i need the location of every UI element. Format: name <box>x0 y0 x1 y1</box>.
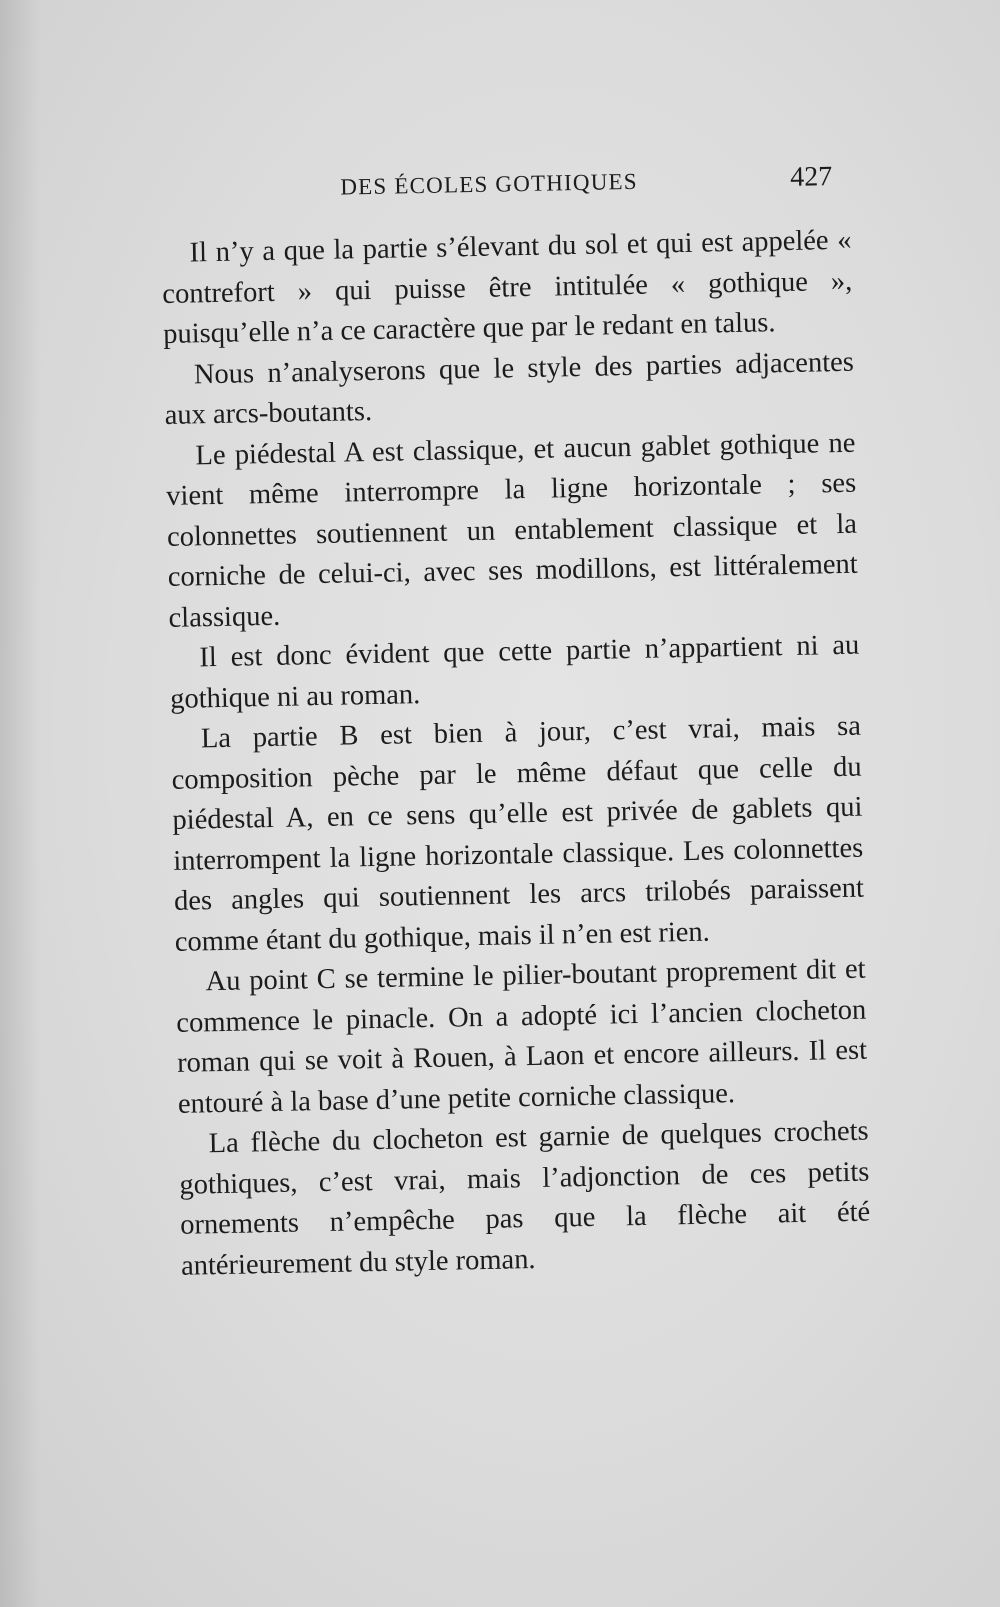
paragraph: Il est donc évident que cette partie n’appartient ni au gothique ni au roman. <box>169 629 860 715</box>
running-head <box>160 157 851 220</box>
page-edge-shadow <box>0 0 40 1607</box>
page-number: 427 <box>789 161 833 193</box>
paragraph: Au point C se termine le pilier-boutant proprement dit et commence le pinacle. On a adopté ici l’ancien clocheton roman qui se voit à Rouen, à Laon et encore ailleurs. Il est entouré à la base d’une petite corniche classique. <box>176 953 868 1120</box>
paragraph: La partie B est bien à jour, c’est vrai, mais sa composition pèche par le même défaut que celle du piédestal A, en ce sens qu’elle est privée de gablets qui interrompent la ligne horizontale classique. Les colonnettes des angles qui soutiennent les arcs trilobés paraissent comme étant du gothique, mais il n’en est rien. <box>171 710 865 958</box>
paragraph: La flèche du clocheton est garnie de quelques crochets gothiques, c’est vrai, mais l’adjonction de ces petits ornements n’empêche pas que la flèche ait été antérieurement du style roman. <box>179 1115 871 1282</box>
page-content <box>160 157 871 1287</box>
paragraph: Il n’y a que la partie s’élevant du sol et qui est appelée « contrefort » qui puisse être intitulée « gothique », puisqu’elle n’a ce caractère que par le redant en talus. <box>162 224 853 350</box>
body-text <box>161 221 871 1287</box>
paragraph: Le piédestal A est classique, et aucun gablet gothique ne vient même interrompre la ligne horizontale ; ses colonnettes soutiennent un entablement classique et la corniche de celui-ci, avec ses modillons, est littéralement classique. <box>165 427 858 634</box>
paragraph: Nous n’analyserons que le style des parties adjacentes aux arcs-boutants. <box>164 346 855 431</box>
running-title: DES ÉCOLES GOTHIQUES <box>340 168 638 200</box>
